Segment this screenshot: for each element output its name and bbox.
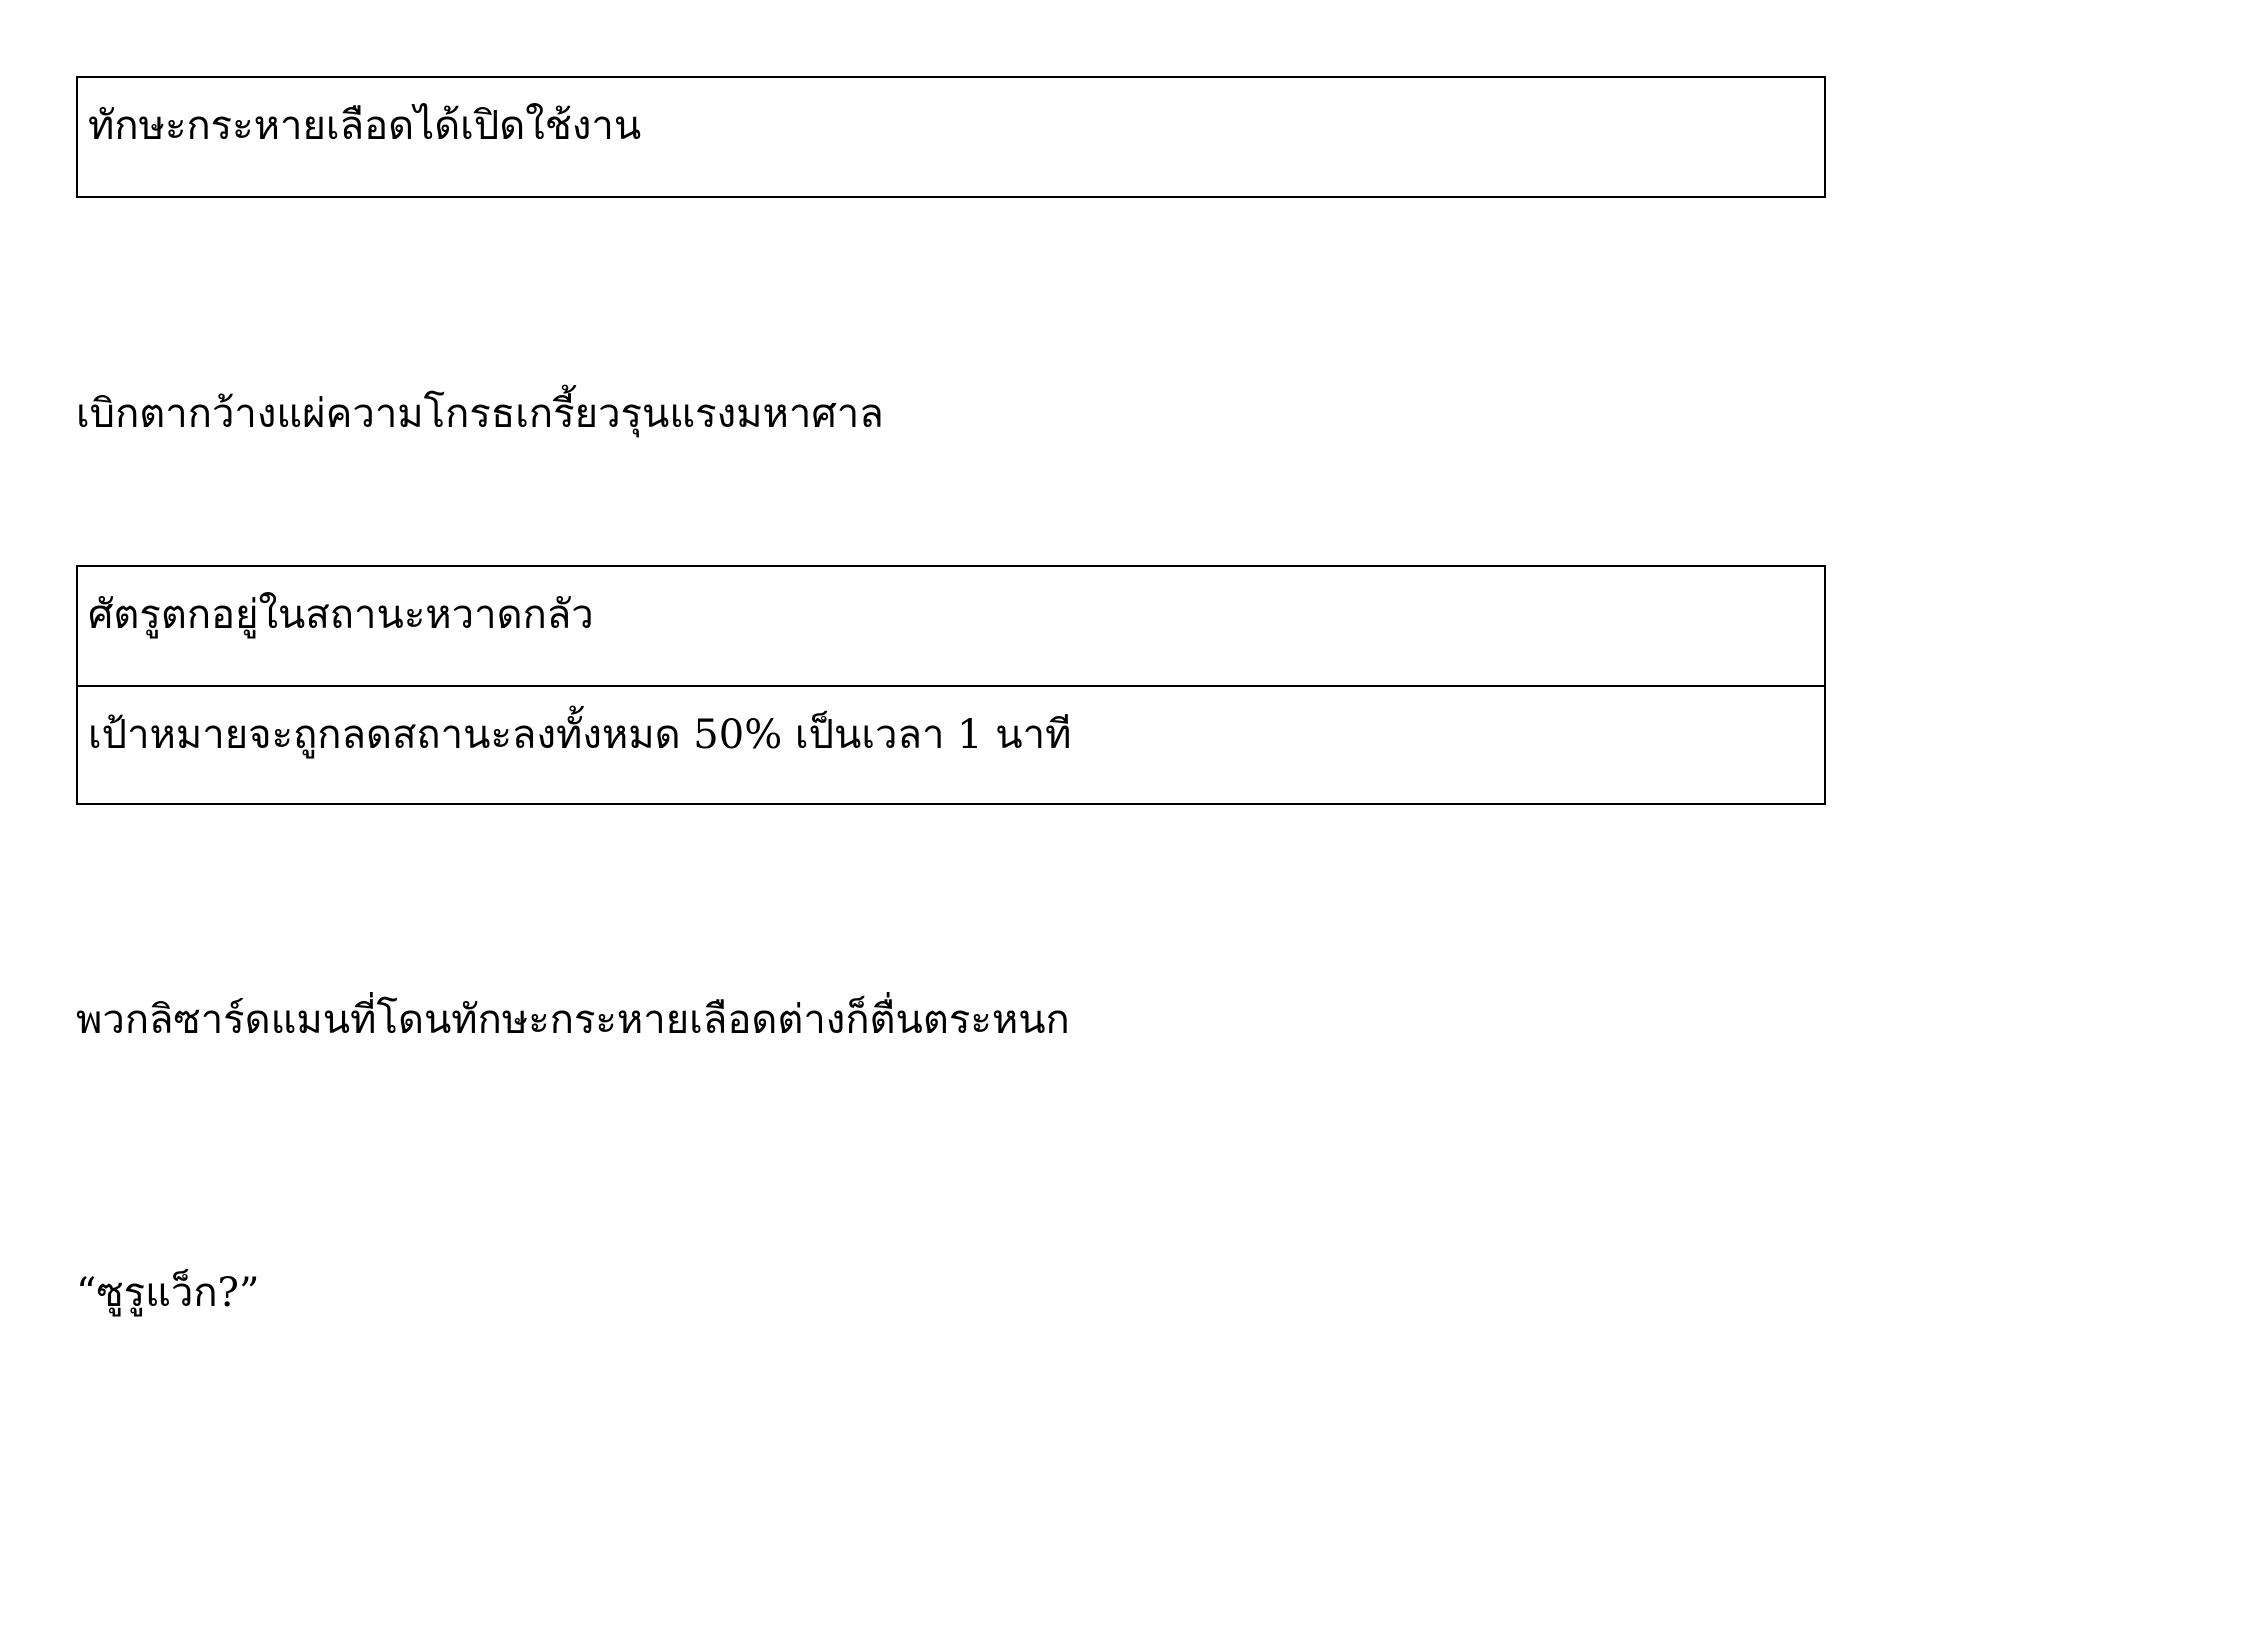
- skill-activated-box: [76, 76, 1826, 198]
- narration-paragraph-1: เบิกตากว้างแผ่ความโกรธเกรี้ยวรุนแรงมหาศาล: [76, 391, 884, 437]
- status-effect-title: ศัตรูตกอยู่ในสถานะหวาดกลัว: [88, 592, 594, 638]
- status-effect-box: [76, 565, 1826, 805]
- narration-paragraph-2: พวกลิซาร์ดแมนที่โดนทักษะกระหายเลือดต่างก็ตื่นตระหนก: [76, 997, 1070, 1043]
- dialogue-line: “ซูรูแว็ก?”: [76, 1270, 260, 1316]
- skill-activated-text: ทักษะกระหายเลือดได้เปิดใช้งาน: [88, 103, 642, 149]
- status-effect-description: เป้าหมายจะถูกลดสถานะลงทั้งหมด 50% เป็นเวลา 1 นาที: [78, 685, 1824, 803]
